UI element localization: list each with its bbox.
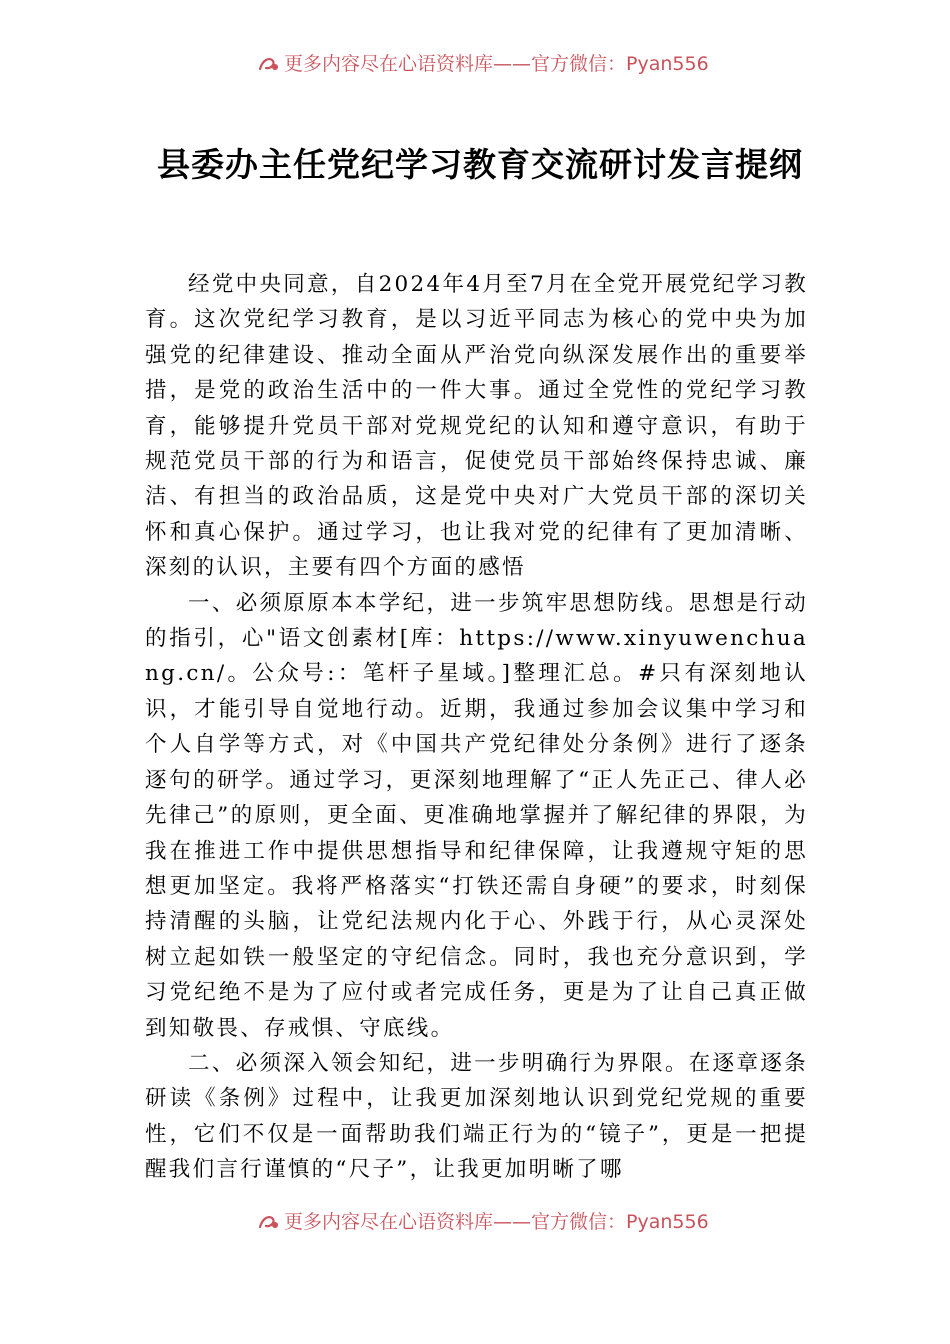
banner-text: 更多内容尽在心语资料库——官方微信：Pyan556 <box>284 1211 709 1233</box>
document-title: 县委办主任党纪学习教育交流研讨发言提纲 <box>157 145 803 184</box>
brand-logo-icon <box>258 1213 280 1231</box>
paragraph-section-one: 一、必须原原本本学纪，进一步筑牢思想防线。思想是行动的指引，心"语文创素材[库：https://www.xinyuwenchuang.cn/。公众号:：笔杆子星域。]整理汇总。#只有深刻地认识，才能引导自觉地行动。近期，我通过参加会议集中学习和个人自学等方式，对《中国共产党纪律处分条例》进行了逐条逐句的研学。通过学习，更深刻地理解了“正人先正己、律人必先律己”的原则，更全面、更准确地掌握并了解纪律的界限，为我在推进工作中提供思想指导和纪律保障，让我遵规守矩的思想更加坚定。我将严格落实“打铁还需自身硬”的要求，时刻保持清醒的头脑，让党纪法规内化于心、外践于行，从心灵深处树立起如铁一般坚定的守纪信念。同时，我也充分意识到，学习党纪绝不是为了应付或者完成任务，更是为了让自己真正做到知敬畏、存戒惧、守底线。 <box>145 590 808 1041</box>
brand-logo-icon <box>258 55 280 73</box>
footer-watermark-banner <box>0 1208 950 1238</box>
document-body <box>145 267 808 1188</box>
banner-text: 更多内容尽在心语资料库——官方微信：Pyan556 <box>284 53 709 75</box>
paragraph-intro: 经党中央同意，自2024年4月至7月在全党开展党纪学习教育。这次党纪学习教育，是以习近平同志为核心的党中央为加强党的纪律建设、推动全面从严治党向纵深发展作出的重要举措，是党的政治生活中的一件大事。通过全党性的党纪学习教育，能够提升党员干部对党规党纪的认知和遵守意识，有助于规范党员干部的行为和语言，促使党员干部始终保持忠诚、廉洁、有担当的政治品质，这是党中央对广大党员干部的深切关怀和真心保护。通过学习，也让我对党的纪律有了更加清晰、深刻的认识，主要有四个方面的感悟 <box>145 272 808 581</box>
header-watermark-banner <box>0 50 950 80</box>
paragraph-section-two: 二、必须深入领会知纪，进一步明确行为界限。在逐章逐条研读《条例》过程中，让我更加深刻地认识到党纪党规的重要性，它们不仅是一面帮助我们端正行为的“镜子”，更是一把提醒我们言行谨慎的“尺子”，让我更加明晰了哪 <box>145 1050 808 1183</box>
